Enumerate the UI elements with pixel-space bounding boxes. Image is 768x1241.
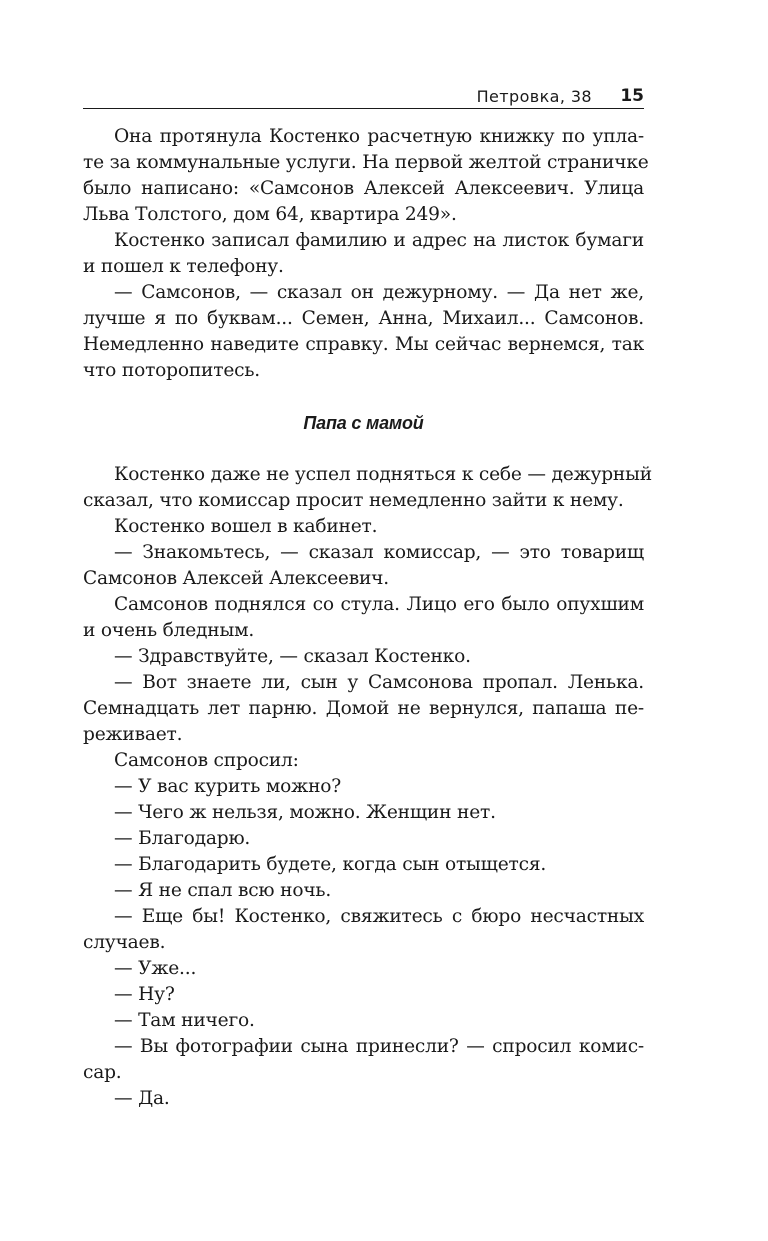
text-line: Семнадцать лет парню. Домой не вернулся, папаша пе- [83, 698, 644, 719]
paragraph [83, 514, 644, 540]
paragraph [83, 826, 644, 852]
paragraph [83, 540, 644, 592]
paragraph [83, 878, 644, 904]
text-line: случаев. [83, 932, 166, 953]
paragraph [83, 774, 644, 800]
text-line: — Благодарю. [114, 828, 251, 849]
paragraph [83, 1008, 644, 1034]
text-line: — Вы фотографии сына принесли? — спросил комис- [114, 1036, 644, 1057]
text-line: — Здравствуйте, — сказал Костенко. [114, 646, 471, 667]
text-line: — У вас курить можно? [114, 776, 342, 797]
paragraph [83, 956, 644, 982]
text-line: Самсонов Алексей Алексеевич. [83, 568, 389, 589]
paragraph [83, 800, 644, 826]
text-line: те за коммунальные услуги. На первой желтой страничке [83, 152, 649, 173]
paragraph [83, 592, 644, 644]
text-line: и пошел к телефону. [83, 256, 284, 277]
paragraph [83, 982, 644, 1008]
text-line: Костенко записал фамилию и адрес на листок бумаги [114, 230, 644, 251]
text-line: — Ну? [114, 984, 175, 1005]
page-body [83, 124, 652, 1112]
text-line: — Самсонов, — сказал он дежурному. — Да нет же, [114, 282, 644, 303]
text-line: Самсонов спросил: [114, 750, 299, 771]
paragraph [83, 670, 644, 748]
text-line: — Уже... [114, 958, 197, 979]
text-line: Костенко вошел в кабинет. [114, 516, 378, 537]
text-line: и очень бледным. [83, 620, 255, 641]
running-header [83, 86, 644, 109]
paragraph [83, 1086, 644, 1112]
page-number: 15 [620, 86, 644, 106]
text-line: — Еще бы! Костенко, свяжитесь с бюро несчастных [114, 906, 644, 927]
text-line: сказал, что комиссар просит немедленно зайти к нему. [83, 490, 624, 511]
chapter-title: Папа с мамой [303, 413, 424, 433]
text-line: Немедленно наведите справку. Мы сейчас вернемся, так [83, 334, 644, 355]
paragraph [83, 904, 644, 956]
paragraph [83, 228, 644, 280]
text-line: — Я не спал всю ночь. [114, 880, 332, 901]
text-line: сар. [83, 1062, 122, 1083]
text-line: — Там ничего. [114, 1010, 255, 1031]
text-line: Костенко даже не успел подняться к себе — дежурный [114, 464, 652, 485]
text-line: что поторопитесь. [83, 360, 260, 381]
text-line: — Да. [114, 1088, 170, 1109]
text-line: — Благодарить будете, когда сын отыщется. [114, 854, 547, 875]
text-line: — Чего ж нельзя, можно. Женщин нет. [114, 802, 496, 823]
text-line: было написано: «Самсонов Алексей Алексеевич. Улица [83, 178, 644, 199]
text-line: — Знакомьтесь, — сказал комиссар, — это товарищ [114, 542, 644, 563]
running-title: Петровка, 38 [476, 87, 592, 106]
paragraph [83, 644, 644, 670]
text-line: — Вот знаете ли, сын у Самсонова пропал. Ленька. [114, 672, 644, 693]
paragraph [83, 748, 644, 774]
paragraph [83, 124, 649, 228]
paragraph [83, 462, 652, 514]
text-line: Льва Толстого, дом 64, квартира 249». [83, 204, 457, 225]
text-line: лучше я по буквам... Семен, Анна, Михаил... Самсонов. [83, 308, 644, 329]
text-line: Самсонов поднялся со стула. Лицо его было опухшим [114, 594, 644, 615]
paragraph [83, 280, 644, 384]
paragraph [83, 1034, 644, 1086]
text-line: реживает. [83, 724, 183, 745]
paragraph [83, 852, 644, 878]
text-line: Она протянула Костенко расчетную книжку по упла- [114, 126, 644, 147]
